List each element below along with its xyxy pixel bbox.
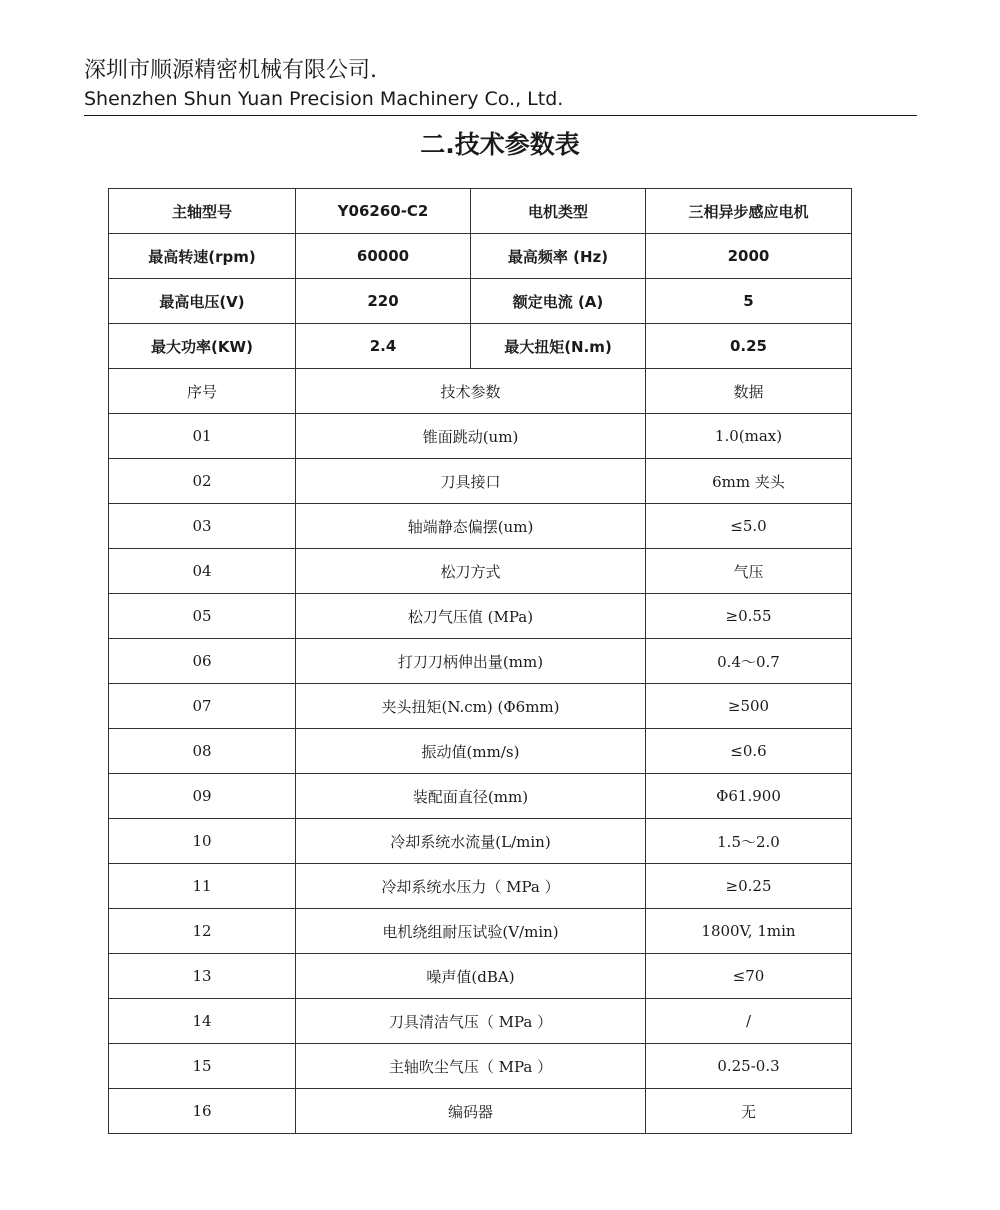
param-no: 13 <box>109 954 296 999</box>
table-row <box>109 459 852 504</box>
table-row <box>109 504 852 549</box>
param-no: 15 <box>109 1044 296 1089</box>
summary-value: 2000 <box>646 234 852 279</box>
page-title: 二.技术参数表 <box>420 130 580 159</box>
summary-value: Y06260-C2 <box>296 189 471 234</box>
column-header-param: 技术参数 <box>296 369 646 414</box>
param-no: 06 <box>109 639 296 684</box>
summary-row <box>109 189 852 234</box>
spec-table-body <box>109 189 852 1134</box>
table-row <box>109 1089 852 1134</box>
param-value: 无 <box>646 1089 852 1134</box>
param-value: Φ61.900 <box>646 774 852 819</box>
param-no: 12 <box>109 909 296 954</box>
summary-value: 220 <box>296 279 471 324</box>
table-row <box>109 684 852 729</box>
param-name: 冷却系统水流量(L/min) <box>296 819 646 864</box>
param-value: ≥0.25 <box>646 864 852 909</box>
param-no: 10 <box>109 819 296 864</box>
param-no: 04 <box>109 549 296 594</box>
summary-label: 最高转速(rpm) <box>109 234 296 279</box>
table-row <box>109 864 852 909</box>
table-row <box>109 639 852 684</box>
param-no: 05 <box>109 594 296 639</box>
param-value: 1.5～2.0 <box>646 819 852 864</box>
param-value: 1.0(max) <box>646 414 852 459</box>
param-name: 噪声值(dBA) <box>296 954 646 999</box>
param-value: ≥500 <box>646 684 852 729</box>
spec-table <box>108 188 852 1134</box>
param-value: 6mm 夹头 <box>646 459 852 504</box>
param-name: 刀具清洁气压（ MPa ） <box>296 999 646 1044</box>
table-row <box>109 819 852 864</box>
summary-label: 最大扭矩(N.m) <box>471 324 646 369</box>
param-value: 0.25-0.3 <box>646 1044 852 1089</box>
param-name: 电机绕组耐压试验(V/min) <box>296 909 646 954</box>
param-no: 01 <box>109 414 296 459</box>
table-row <box>109 594 852 639</box>
summary-label: 最大功率(KW) <box>109 324 296 369</box>
param-name: 松刀方式 <box>296 549 646 594</box>
param-name: 锥面跳动(um) <box>296 414 646 459</box>
param-value: ≤70 <box>646 954 852 999</box>
table-row <box>109 414 852 459</box>
summary-label: 最高频率 (Hz) <box>471 234 646 279</box>
summary-value: 三相异步感应电机 <box>646 189 852 234</box>
header-divider <box>84 115 917 116</box>
summary-row <box>109 324 852 369</box>
summary-label: 额定电流 (A) <box>471 279 646 324</box>
param-value: ≥0.55 <box>646 594 852 639</box>
param-value: 0.4～0.7 <box>646 639 852 684</box>
company-name-cn: 深圳市顺源精密机械有限公司. <box>84 58 377 83</box>
table-row <box>109 909 852 954</box>
param-value: ≤0.6 <box>646 729 852 774</box>
param-name: 夹头扭矩(N.cm) (Φ6mm) <box>296 684 646 729</box>
param-value: ≤5.0 <box>646 504 852 549</box>
summary-value: 0.25 <box>646 324 852 369</box>
param-value: 气压 <box>646 549 852 594</box>
summary-row <box>109 234 852 279</box>
summary-value: 2.4 <box>296 324 471 369</box>
param-no: 07 <box>109 684 296 729</box>
param-name: 打刀刀柄伸出量(mm) <box>296 639 646 684</box>
summary-label: 最高电压(V) <box>109 279 296 324</box>
param-no: 14 <box>109 999 296 1044</box>
param-name: 轴端静态偏摆(um) <box>296 504 646 549</box>
table-row <box>109 999 852 1044</box>
column-header-value: 数据 <box>646 369 852 414</box>
param-name: 编码器 <box>296 1089 646 1134</box>
table-row <box>109 954 852 999</box>
table-row <box>109 729 852 774</box>
company-name-en: Shenzhen Shun Yuan Precision Machinery Co., Ltd. <box>84 88 564 110</box>
param-no: 03 <box>109 504 296 549</box>
summary-value: 60000 <box>296 234 471 279</box>
summary-label: 主轴型号 <box>109 189 296 234</box>
column-header-no: 序号 <box>109 369 296 414</box>
param-name: 刀具接口 <box>296 459 646 504</box>
param-value: 1800V, 1min <box>646 909 852 954</box>
summary-row <box>109 279 852 324</box>
summary-value: 5 <box>646 279 852 324</box>
param-no: 11 <box>109 864 296 909</box>
table-row <box>109 774 852 819</box>
table-row <box>109 549 852 594</box>
summary-label: 电机类型 <box>471 189 646 234</box>
param-name: 松刀气压值 (MPa) <box>296 594 646 639</box>
param-no: 16 <box>109 1089 296 1134</box>
table-row <box>109 1044 852 1089</box>
param-name: 主轴吹尘气压（ MPa ） <box>296 1044 646 1089</box>
param-no: 02 <box>109 459 296 504</box>
param-header-row <box>109 369 852 414</box>
param-value: / <box>646 999 852 1044</box>
letterhead <box>84 56 916 112</box>
param-name: 振动值(mm/s) <box>296 729 646 774</box>
param-name: 装配面直径(mm) <box>296 774 646 819</box>
param-no: 08 <box>109 729 296 774</box>
param-no: 09 <box>109 774 296 819</box>
param-name: 冷却系统水压力（ MPa ） <box>296 864 646 909</box>
